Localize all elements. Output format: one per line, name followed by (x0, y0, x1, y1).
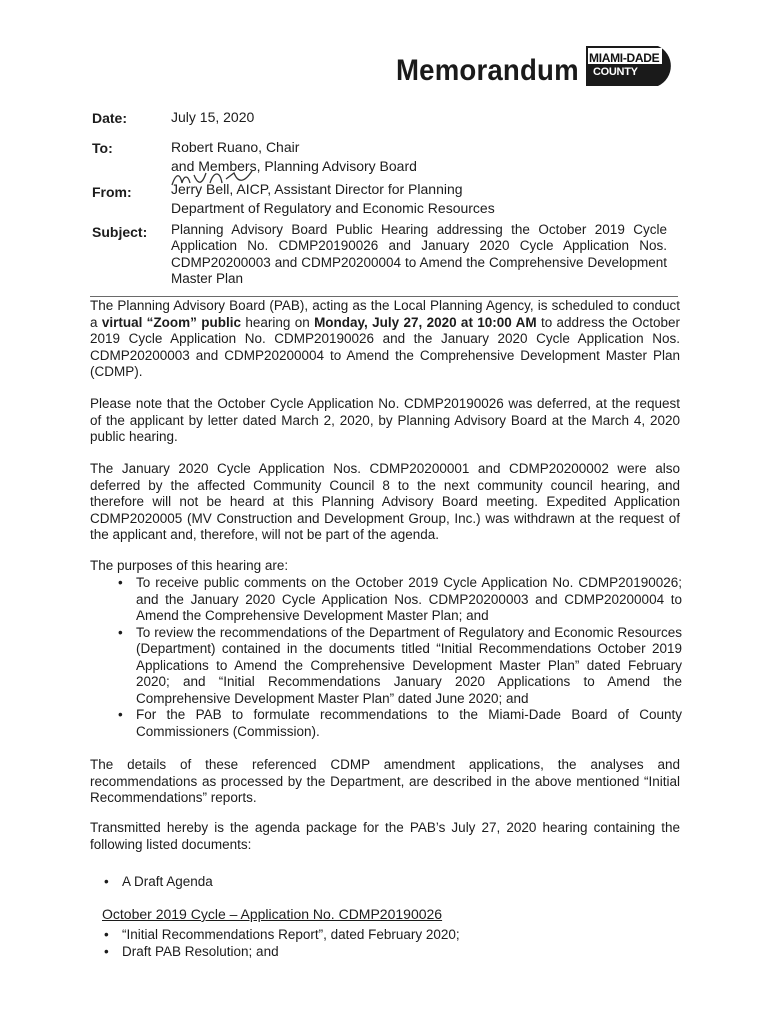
bullet-icon: • (104, 874, 109, 889)
date-label: Date: (92, 110, 128, 126)
logo-text-miami-dade: MIAMI-DADE (589, 51, 660, 65)
p1-hearing-datetime: Monday, July 27, 2020 at 10:00 AM (314, 314, 537, 330)
purpose-text: For the PAB to formulate recommendations to the Miami-Dade Board of County Commissioners (Commission). (136, 707, 682, 739)
agenda-item-text: A Draft Agenda (122, 874, 213, 889)
purpose-text: To review the recommendations of the Department of Regulatory and Economic Resources (Department) contained in the documents titled “Initial Recommendations October 2019 Applications to Amend the Comprehensive Development Master Plan” dated February 2020; and “Initial Recommendations January 2020 Applications to Amend the Comprehensive Development Master Plan” dated June 2020; and (136, 624, 682, 706)
header-divider (90, 296, 678, 297)
october-documents-list (100, 926, 660, 960)
paragraph-october-deferral: Please note that the October Cycle Application No. CDMP20190026 was deferred, at the request of the applicant by letter dated March 2, 2020, by Planning Advisory Board at the March 4, 2020 public hearing. (90, 396, 680, 444)
logo-text-county: COUNTY (590, 66, 641, 78)
bullet-icon: • (118, 575, 123, 590)
to-label: To: (92, 140, 113, 156)
document-item-text: “Initial Recommendations Report”, dated February 2020; (122, 927, 460, 942)
document-item-text: Draft PAB Resolution; and (122, 944, 279, 959)
from-sender (171, 180, 495, 218)
agenda-item (100, 873, 660, 890)
bullet-icon: • (104, 927, 109, 942)
paragraph-transmittal: Transmitted hereby is the agenda package for the PAB’s July 27, 2020 hearing containing the following listed documents: (90, 820, 680, 852)
paragraph-january-deferral: The January 2020 Cycle Application Nos. CDMP20200001 and CDMP20200002 were also deferred by the affected Community Council 8 to the next community council hearing, and therefore will not be heard at this Planning Advisory Board meeting. Expedited Application CDMP2020005 (MV Construction and Development Group, Inc.) was withdrawn at the request of the applicant and, therefore, will not be part of the agenda. (90, 461, 680, 542)
to-line-2: and Members, Planning Advisory Board (171, 158, 417, 174)
purposes-list (112, 575, 682, 740)
paragraph-details: The details of these referenced CDMP amendment applications, the analyses and recommendations as processed by the Department, are described in the above mentioned “Initial Recommendations” reports. (90, 757, 680, 805)
paragraph-hearing-notice (90, 298, 680, 381)
purposes-intro: The purposes of this hearing are: (90, 558, 289, 573)
p1-text-a: The Planning Advisory Board (PAB), acting as the Local Planning Agency, is scheduled to conduct a (90, 298, 680, 330)
p1-virtual-zoom: virtual “Zoom” public (101, 314, 242, 330)
to-line-1: Robert Ruano, Chair (171, 139, 300, 155)
p1-text-c: hearing on (241, 314, 315, 330)
from-line-2: Department of Regulatory and Economic Resources (171, 200, 495, 216)
purpose-text: To receive public comments on the October 2019 Cycle Application No. CDMP20190026; and the January 2020 Cycle Application Nos. CDMP20200003 and CDMP20200004 to Amend the Comprehensive Development Master Plan; and (136, 575, 682, 623)
document-item (100, 926, 660, 943)
subject-text: Planning Advisory Board Public Hearing addressing the October 2019 Cycle Application No. CDMP20190026 and January 2020 Cycle Application Nos. CDMP20200003 and CDMP20200004 to Amend the Comprehensive Development Master Plan (171, 222, 667, 287)
purpose-item (112, 575, 682, 625)
subject-label: Subject: (92, 224, 148, 240)
p1-text-e: to address the October 2019 Cycle Application No. CDMP20190026 and the January 2020 Cycle Application Nos. CDMP20200003 and CDMP20200004 to Amend the Comprehensive Development Master Plan (CDMP). (90, 314, 681, 379)
agenda-list (100, 873, 660, 890)
date-value: July 15, 2020 (171, 109, 255, 125)
purpose-item (112, 625, 682, 708)
from-label: From: (92, 184, 132, 200)
bullet-icon: • (118, 707, 123, 722)
document-item (100, 943, 660, 960)
bullet-icon: • (118, 624, 123, 640)
bullet-icon: • (104, 944, 109, 959)
purpose-item (112, 707, 682, 740)
section-heading-october-2019: October 2019 Cycle – Application No. CDMP20190026 (102, 906, 443, 922)
from-line-1: Jerry Bell, AICP, Assistant Director for Planning (171, 181, 463, 197)
memo-title: Memorandum (396, 54, 579, 87)
